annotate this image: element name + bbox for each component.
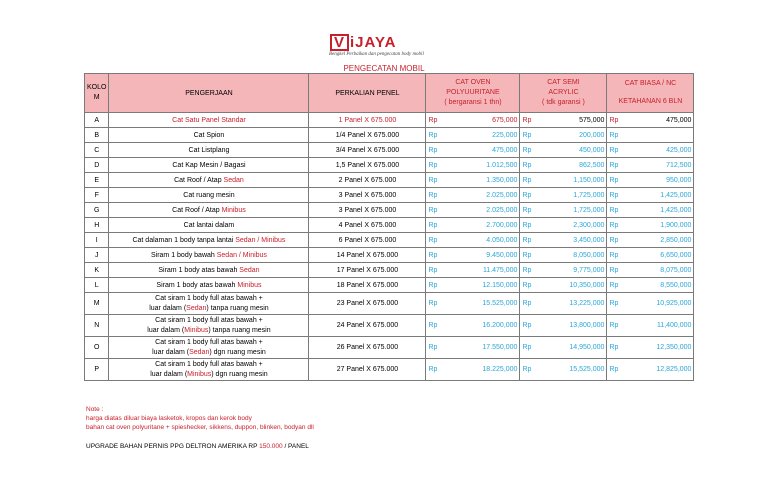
currency-label: Rp (522, 236, 532, 244)
panel-multiplier: 1,5 Panel X 675.000 (309, 158, 426, 173)
job-text: Cat siram 1 body full atas bawah + (155, 316, 263, 324)
price-acrylic (520, 248, 607, 263)
job-text: Siram 1 body bawah (150, 251, 217, 259)
row-code: I (85, 233, 109, 248)
price-value: 9.450,000 (486, 251, 518, 259)
currency-label: Rp (609, 251, 619, 259)
price-value: 4.050,000 (486, 236, 518, 244)
note-line-2: bahan cat oven polyuritane + spieshecker, sikkens, duppon, blinken, bodyan dll (86, 424, 314, 431)
price-acrylic (520, 188, 607, 203)
job-description (109, 263, 309, 278)
price-value: 575,000 (579, 116, 605, 124)
price-acrylic (520, 233, 607, 248)
currency-label: Rp (522, 176, 532, 184)
currency-label: Rp (609, 344, 619, 351)
price-value: 475,000 (666, 116, 692, 124)
panel-multiplier: 2 Panel X 675.000 (309, 173, 426, 188)
upgrade-note (86, 443, 309, 450)
panel-multiplier: 23 Panel X 675.000 (309, 293, 426, 315)
job-description (109, 359, 309, 381)
currency-label: Rp (428, 300, 438, 307)
currency-label: Rp (609, 161, 619, 169)
price-value: 9,775,000 (573, 266, 605, 274)
currency-label: Rp (428, 221, 438, 229)
price-oven (426, 315, 520, 337)
row-code: E (85, 173, 109, 188)
job-text: Sedan (189, 348, 210, 356)
price-oven (426, 158, 520, 173)
price-biasa (607, 248, 694, 263)
job-description (109, 293, 309, 315)
currency-label: Rp (609, 300, 619, 307)
upgrade-price: 150.000 (259, 443, 283, 450)
currency-label: Rp (522, 281, 532, 289)
currency-label: Rp (522, 206, 532, 214)
currency-label: Rp (609, 221, 619, 229)
table-row (85, 263, 694, 278)
price-oven (426, 173, 520, 188)
panel-multiplier: 24 Panel X 675.000 (309, 315, 426, 337)
panel-multiplier: 27 Panel X 675.000 (309, 359, 426, 381)
price-value: 1,425,000 (660, 191, 692, 199)
currency-label: Rp (609, 116, 619, 124)
table-row (85, 188, 694, 203)
panel-multiplier: 4 Panel X 675.000 (309, 218, 426, 233)
price-acrylic (520, 263, 607, 278)
price-value: 10,925,000 (656, 300, 692, 307)
job-text: Cat Satu Panel Standar (172, 116, 246, 124)
table-row (85, 315, 694, 337)
price-value: 12,350,000 (656, 344, 692, 351)
job-text: Cat siram 1 body full atas bawah + (155, 360, 263, 368)
job-text: Minibus (187, 370, 212, 378)
price-value: 11,400,000 (656, 322, 692, 329)
price-oven (426, 248, 520, 263)
table-row (85, 113, 694, 128)
currency-label: Rp (428, 176, 438, 184)
job-description (109, 203, 309, 218)
price-biasa (607, 263, 694, 278)
job-text: Sedan (239, 266, 260, 274)
job-text: Sedan / Minibus (216, 251, 267, 259)
price-biasa (607, 233, 694, 248)
currency-label: Rp (522, 251, 532, 259)
price-value: 11.475,000 (482, 266, 518, 274)
currency-label: Rp (522, 116, 532, 124)
logo-v-mark: V (330, 34, 349, 51)
table-row (85, 233, 694, 248)
table-row (85, 173, 694, 188)
row-code: A (85, 113, 109, 128)
currency-label: Rp (522, 191, 532, 199)
header-perkalian: PERKALIAN PENEL (309, 74, 426, 113)
price-biasa (607, 293, 694, 315)
currency-label: Rp (609, 266, 619, 274)
currency-label: Rp (522, 146, 532, 154)
price-acrylic (520, 278, 607, 293)
price-biasa (607, 337, 694, 359)
currency-label: Rp (522, 344, 532, 351)
currency-label: Rp (522, 366, 532, 373)
job-description (109, 143, 309, 158)
price-value: 1,725,000 (573, 191, 605, 199)
currency-label: Rp (428, 131, 438, 139)
row-code: C (85, 143, 109, 158)
row-code: B (85, 128, 109, 143)
row-code: P (85, 359, 109, 381)
job-description (109, 218, 309, 233)
currency-label: Rp (428, 206, 438, 214)
price-biasa (607, 128, 694, 143)
price-oven (426, 293, 520, 315)
currency-label: Rp (522, 221, 532, 229)
price-value: 17.550,000 (482, 344, 518, 351)
currency-label: Rp (609, 146, 619, 154)
table-row (85, 143, 694, 158)
price-value: 14,950,000 (569, 344, 605, 351)
table-row (85, 218, 694, 233)
price-value: 3,450,000 (573, 236, 605, 244)
price-value: 1,900,000 (660, 221, 692, 229)
price-oven (426, 113, 520, 128)
row-code: D (85, 158, 109, 173)
table-row (85, 278, 694, 293)
currency-label: Rp (428, 236, 438, 244)
job-description (109, 337, 309, 359)
currency-label: Rp (609, 366, 619, 373)
currency-label: Rp (522, 322, 532, 329)
currency-label: Rp (609, 131, 619, 139)
job-text: Cat Roof / Atap (172, 206, 222, 214)
job-text: Cat Kap Mesin / Bagasi (172, 161, 246, 169)
price-value: 8,075,000 (660, 266, 692, 274)
job-text: Siram 1 body atas bawah (158, 266, 240, 274)
page-subtitle: PENGECATAN MOBIL (343, 64, 425, 73)
brand-name (330, 34, 396, 51)
note-block (86, 405, 314, 432)
row-code: H (85, 218, 109, 233)
job-text: ) dgn ruang mesin (209, 348, 266, 356)
price-value: 10,350,000 (569, 281, 605, 289)
job-text: Sedan / Minibus (235, 236, 286, 244)
panel-multiplier: 3/4 Panel X 675.000 (309, 143, 426, 158)
job-description (109, 278, 309, 293)
job-text: Sedan (186, 304, 207, 312)
price-biasa (607, 203, 694, 218)
price-biasa (607, 218, 694, 233)
price-table (84, 73, 694, 381)
job-text: Cat Roof / Atap (174, 176, 224, 184)
price-oven (426, 337, 520, 359)
upgrade-unit: / PANEL (282, 443, 309, 450)
row-code: L (85, 278, 109, 293)
table-row (85, 203, 694, 218)
price-acrylic (520, 143, 607, 158)
header-cat-acrylic: CAT SEMI ACRYLIC ( tdk garansi ) (520, 74, 607, 113)
job-text: luar dalam ( (152, 348, 190, 356)
price-value: 1.350,000 (486, 176, 518, 184)
currency-label: Rp (428, 266, 438, 274)
price-oven (426, 188, 520, 203)
row-code: K (85, 263, 109, 278)
job-text-line2 (111, 304, 306, 314)
currency-label: Rp (428, 322, 438, 329)
price-value: 15.525,000 (482, 300, 518, 307)
table-row (85, 128, 694, 143)
price-value: 1,725,000 (573, 206, 605, 214)
price-value: 712,500 (666, 161, 692, 169)
price-value: 16.200,000 (482, 322, 518, 329)
currency-label: Rp (609, 191, 619, 199)
job-description (109, 233, 309, 248)
currency-label: Rp (428, 251, 438, 259)
price-acrylic (520, 128, 607, 143)
job-description (109, 188, 309, 203)
price-oven (426, 263, 520, 278)
job-text: luar dalam ( (150, 370, 188, 378)
job-description (109, 158, 309, 173)
currency-label: Rp (428, 146, 438, 154)
table-row (85, 248, 694, 263)
price-biasa (607, 315, 694, 337)
price-acrylic (520, 218, 607, 233)
currency-label: Rp (522, 131, 532, 139)
price-acrylic (520, 359, 607, 381)
price-value: 2.025,000 (486, 191, 518, 199)
price-acrylic (520, 293, 607, 315)
job-text-line2 (111, 326, 306, 336)
price-oven (426, 143, 520, 158)
job-description (109, 128, 309, 143)
price-oven (426, 128, 520, 143)
job-text: ) tanpa ruang mesin (208, 326, 271, 334)
row-code: O (85, 337, 109, 359)
price-oven (426, 278, 520, 293)
price-value: 2,850,000 (660, 236, 692, 244)
currency-label: Rp (609, 206, 619, 214)
row-code: J (85, 248, 109, 263)
price-value: 675,000 (492, 116, 518, 124)
price-value: 2.700,000 (486, 221, 518, 229)
upgrade-text: UPGRADE BAHAN PERNIS PPG DELTRON AMERIKA RP (86, 443, 260, 450)
currency-label: Rp (428, 344, 438, 351)
panel-multiplier: 14 Panel X 675.000 (309, 248, 426, 263)
header-kode: KOLO M (85, 74, 109, 113)
currency-label: Rp (428, 191, 438, 199)
price-value: 450,000 (579, 146, 605, 154)
job-text: Sedan (223, 176, 244, 184)
price-value: 1,425,000 (660, 206, 692, 214)
price-oven (426, 218, 520, 233)
job-text: Minibus (184, 326, 209, 334)
panel-multiplier: 6 Panel X 675.000 (309, 233, 426, 248)
brand-tagline: Bengkel Perbaikan dan pengecatan body mobil (329, 52, 424, 57)
job-text-line2 (111, 348, 306, 358)
job-text: luar dalam ( (147, 326, 185, 334)
header-pengerjaan: PENGERJAAN (109, 74, 309, 113)
currency-label: Rp (522, 161, 532, 169)
price-value: 12.150,000 (482, 281, 518, 289)
price-acrylic (520, 315, 607, 337)
price-value: 862,500 (579, 161, 605, 169)
currency-label: Rp (609, 236, 619, 244)
currency-label: Rp (522, 266, 532, 274)
price-acrylic (520, 203, 607, 218)
table-row (85, 337, 694, 359)
currency-label: Rp (522, 300, 532, 307)
price-biasa (607, 278, 694, 293)
job-text-line2 (111, 370, 306, 380)
job-text: Cat ruang mesin (183, 191, 235, 199)
price-biasa (607, 173, 694, 188)
currency-label: Rp (428, 116, 438, 124)
price-value: 8,050,000 (573, 251, 605, 259)
price-value: 8,550,000 (660, 281, 692, 289)
price-value: 12,825,000 (656, 366, 692, 373)
price-acrylic (520, 337, 607, 359)
price-value: 13,800,000 (569, 322, 605, 329)
panel-multiplier: 17 Panel X 675.000 (309, 263, 426, 278)
price-value: 950,000 (666, 176, 692, 184)
job-description (109, 173, 309, 188)
price-acrylic (520, 173, 607, 188)
currency-label: Rp (428, 161, 438, 169)
price-value: 15,525,000 (569, 366, 605, 373)
currency-label: Rp (609, 176, 619, 184)
note-title: Note : (86, 406, 104, 413)
price-biasa (607, 113, 694, 128)
job-text: ) dgn ruang mesin (211, 370, 268, 378)
job-text: ) tanpa ruang mesin (206, 304, 269, 312)
currency-label: Rp (609, 322, 619, 329)
price-acrylic (520, 113, 607, 128)
job-description (109, 113, 309, 128)
price-value: 425,000 (666, 146, 692, 154)
header-cat-biasa: CAT BIASA / NC KETAHANAN 6 BLN (607, 74, 694, 113)
panel-multiplier: 26 Panel X 675.000 (309, 337, 426, 359)
table-row (85, 293, 694, 315)
price-oven (426, 359, 520, 381)
price-value: 1.012,500 (486, 161, 518, 169)
note-line-1: harga diatas diluar biaya lasketok, kropos dan kerok body (86, 415, 252, 422)
row-code: N (85, 315, 109, 337)
table-row (85, 158, 694, 173)
currency-label: Rp (609, 281, 619, 289)
panel-multiplier: 3 Panel X 675.000 (309, 203, 426, 218)
price-biasa (607, 143, 694, 158)
price-biasa (607, 188, 694, 203)
price-value: 6,650,000 (660, 251, 692, 259)
price-biasa (607, 158, 694, 173)
job-text: Minibus (237, 281, 262, 289)
price-oven (426, 233, 520, 248)
row-code: M (85, 293, 109, 315)
panel-multiplier: 1 Panel X 675.000 (309, 113, 426, 128)
table-header-row (85, 74, 694, 113)
logo-wordmark: iJAYA (350, 34, 397, 51)
job-text: Minibus (221, 206, 246, 214)
job-text: Siram 1 body atas bawah (156, 281, 238, 289)
job-text: luar dalam ( (149, 304, 187, 312)
currency-label: Rp (428, 366, 438, 373)
row-code: G (85, 203, 109, 218)
price-biasa (607, 359, 694, 381)
price-value: 18.225,000 (482, 366, 518, 373)
job-text: Cat lantai dalam (183, 221, 235, 229)
job-text: Cat siram 1 body full atas bawah + (155, 338, 263, 346)
price-value: 2,300,000 (573, 221, 605, 229)
price-acrylic (520, 158, 607, 173)
price-value: 225,000 (492, 131, 518, 139)
job-text: Cat siram 1 body full atas bawah + (155, 294, 263, 302)
price-value: 200,000 (579, 131, 605, 139)
panel-multiplier: 18 Panel X 675.000 (309, 278, 426, 293)
job-text: Cat Listplang (188, 146, 230, 154)
price-value: 1,150,000 (573, 176, 605, 184)
header-cat-oven: CAT OVEN POLYUURITANE ( bergaransi 1 thn) (426, 74, 520, 113)
panel-multiplier: 3 Panel X 675.000 (309, 188, 426, 203)
price-value: 13,225,000 (569, 300, 605, 307)
price-value: 2.025,000 (486, 206, 518, 214)
job-text: Cat Spion (193, 131, 225, 139)
row-code: F (85, 188, 109, 203)
currency-label: Rp (428, 281, 438, 289)
job-text: Cat dalaman 1 body tanpa lantai (132, 236, 236, 244)
table-row (85, 359, 694, 381)
job-description (109, 315, 309, 337)
job-description (109, 248, 309, 263)
panel-multiplier: 1/4 Panel X 675.000 (309, 128, 426, 143)
price-value: 475,000 (492, 146, 518, 154)
price-oven (426, 203, 520, 218)
